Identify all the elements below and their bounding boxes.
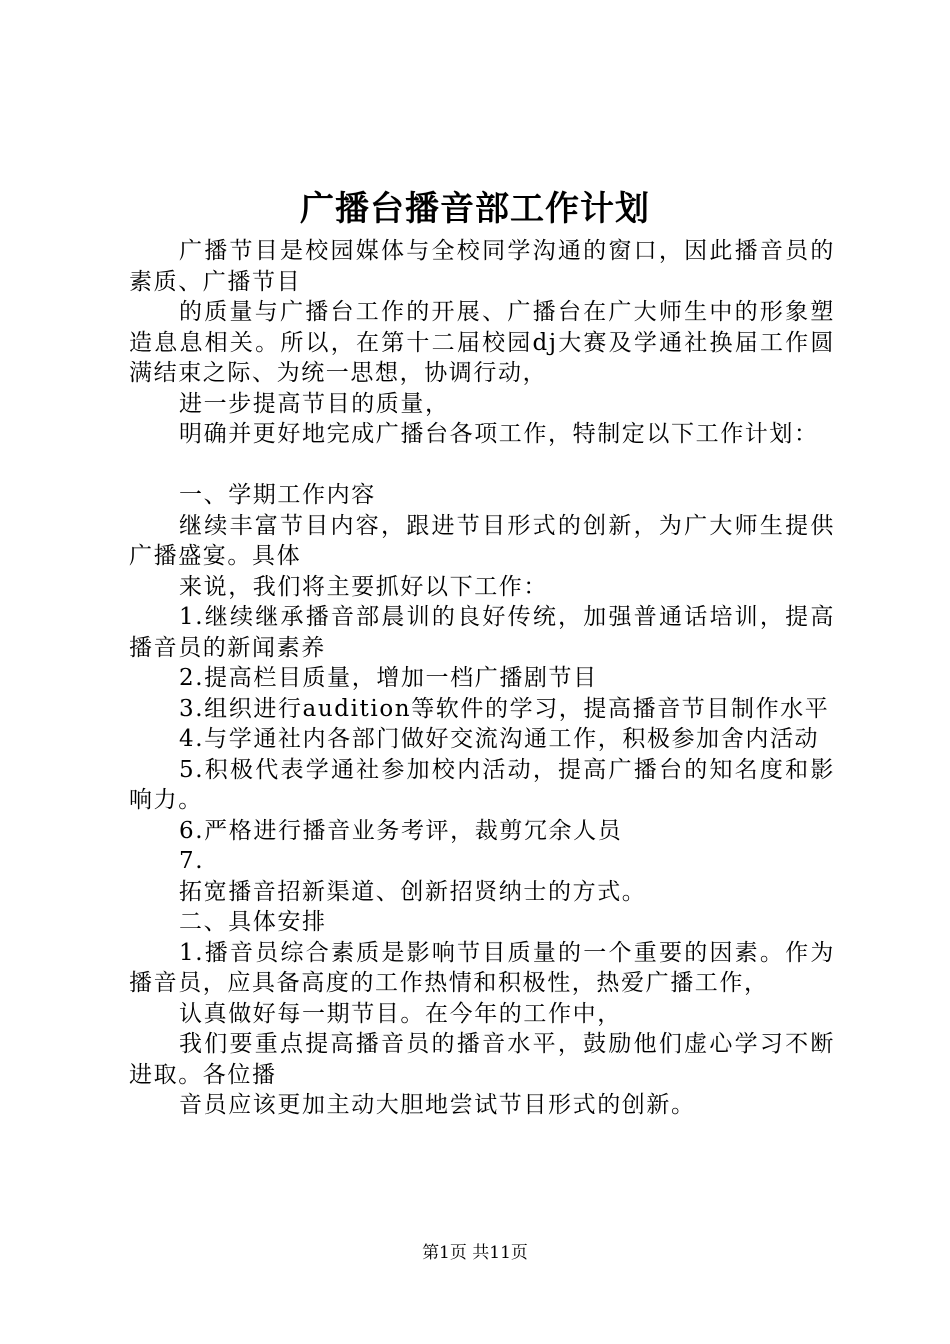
section-heading: 一、学期工作内容	[179, 482, 376, 508]
document-title: 广播台播音部工作计划	[300, 189, 650, 229]
document-body	[129, 236, 835, 1121]
paragraph: 继续丰富节目内容，跟进节目形式的创新，为广大师生提供广播盛宴。具体	[129, 512, 835, 569]
paragraph: 我们要重点提高播音员的播音水平，鼓励他们虚心学习不断进取。各位播	[129, 1031, 835, 1088]
list-item: 5.积极代表学通社参加校内活动，提高广播台的知名度和影响力。	[129, 756, 835, 813]
paragraph: 认真做好每一期节目。在今年的工作中，	[179, 1000, 622, 1027]
list-item: 2.提高栏目质量，增加一档广播剧节目	[179, 665, 598, 691]
blank-line	[129, 450, 835, 481]
list-item: 1.播音员综合素质是影响节目质量的一个重要的因素。作为播音员，应具备高度的工作热情和积极性，热爱广播工作，	[129, 939, 835, 996]
paragraph: 拓宽播音招新渠道、创新招贤纳士的方式。	[179, 878, 647, 905]
list-item: 4.与学通社内各部门做好交流沟通工作，积极参加舍内活动	[179, 726, 820, 752]
section-heading: 二、具体安排	[179, 909, 327, 935]
paragraph: 音员应该更加主动大胆地尝试节目形式的创新。	[179, 1092, 696, 1118]
page-footer: 第1页 共11页	[422, 1243, 528, 1263]
paragraph: 的质量与广播台工作的开展、广播台在广大师生中的形象塑造息息相关。所以，在第十二届校园dj大赛及学通社换届工作圆满结束之际、为统一思想，协调行动，	[129, 299, 835, 386]
paragraph: 广播节目是校园媒体与全校同学沟通的窗口，因此播音员的素质、广播节目	[129, 238, 835, 295]
list-item: 7.	[179, 848, 205, 874]
paragraph: 明确并更好地完成广播台各项工作，特制定以下工作计划：	[179, 421, 819, 447]
list-item: 1.继续继承播音部晨训的良好传统，加强普通话培训，提高播音员的新闻素养	[129, 604, 835, 661]
list-item: 3.组织进行audition等软件的学习，提高播音节目制作水平	[179, 695, 830, 722]
paragraph: 来说，我们将主要抓好以下工作：	[179, 573, 548, 600]
list-item: 6.严格进行播音业务考评，裁剪冗余人员	[179, 817, 623, 844]
paragraph: 进一步提高节目的质量，	[179, 390, 450, 417]
